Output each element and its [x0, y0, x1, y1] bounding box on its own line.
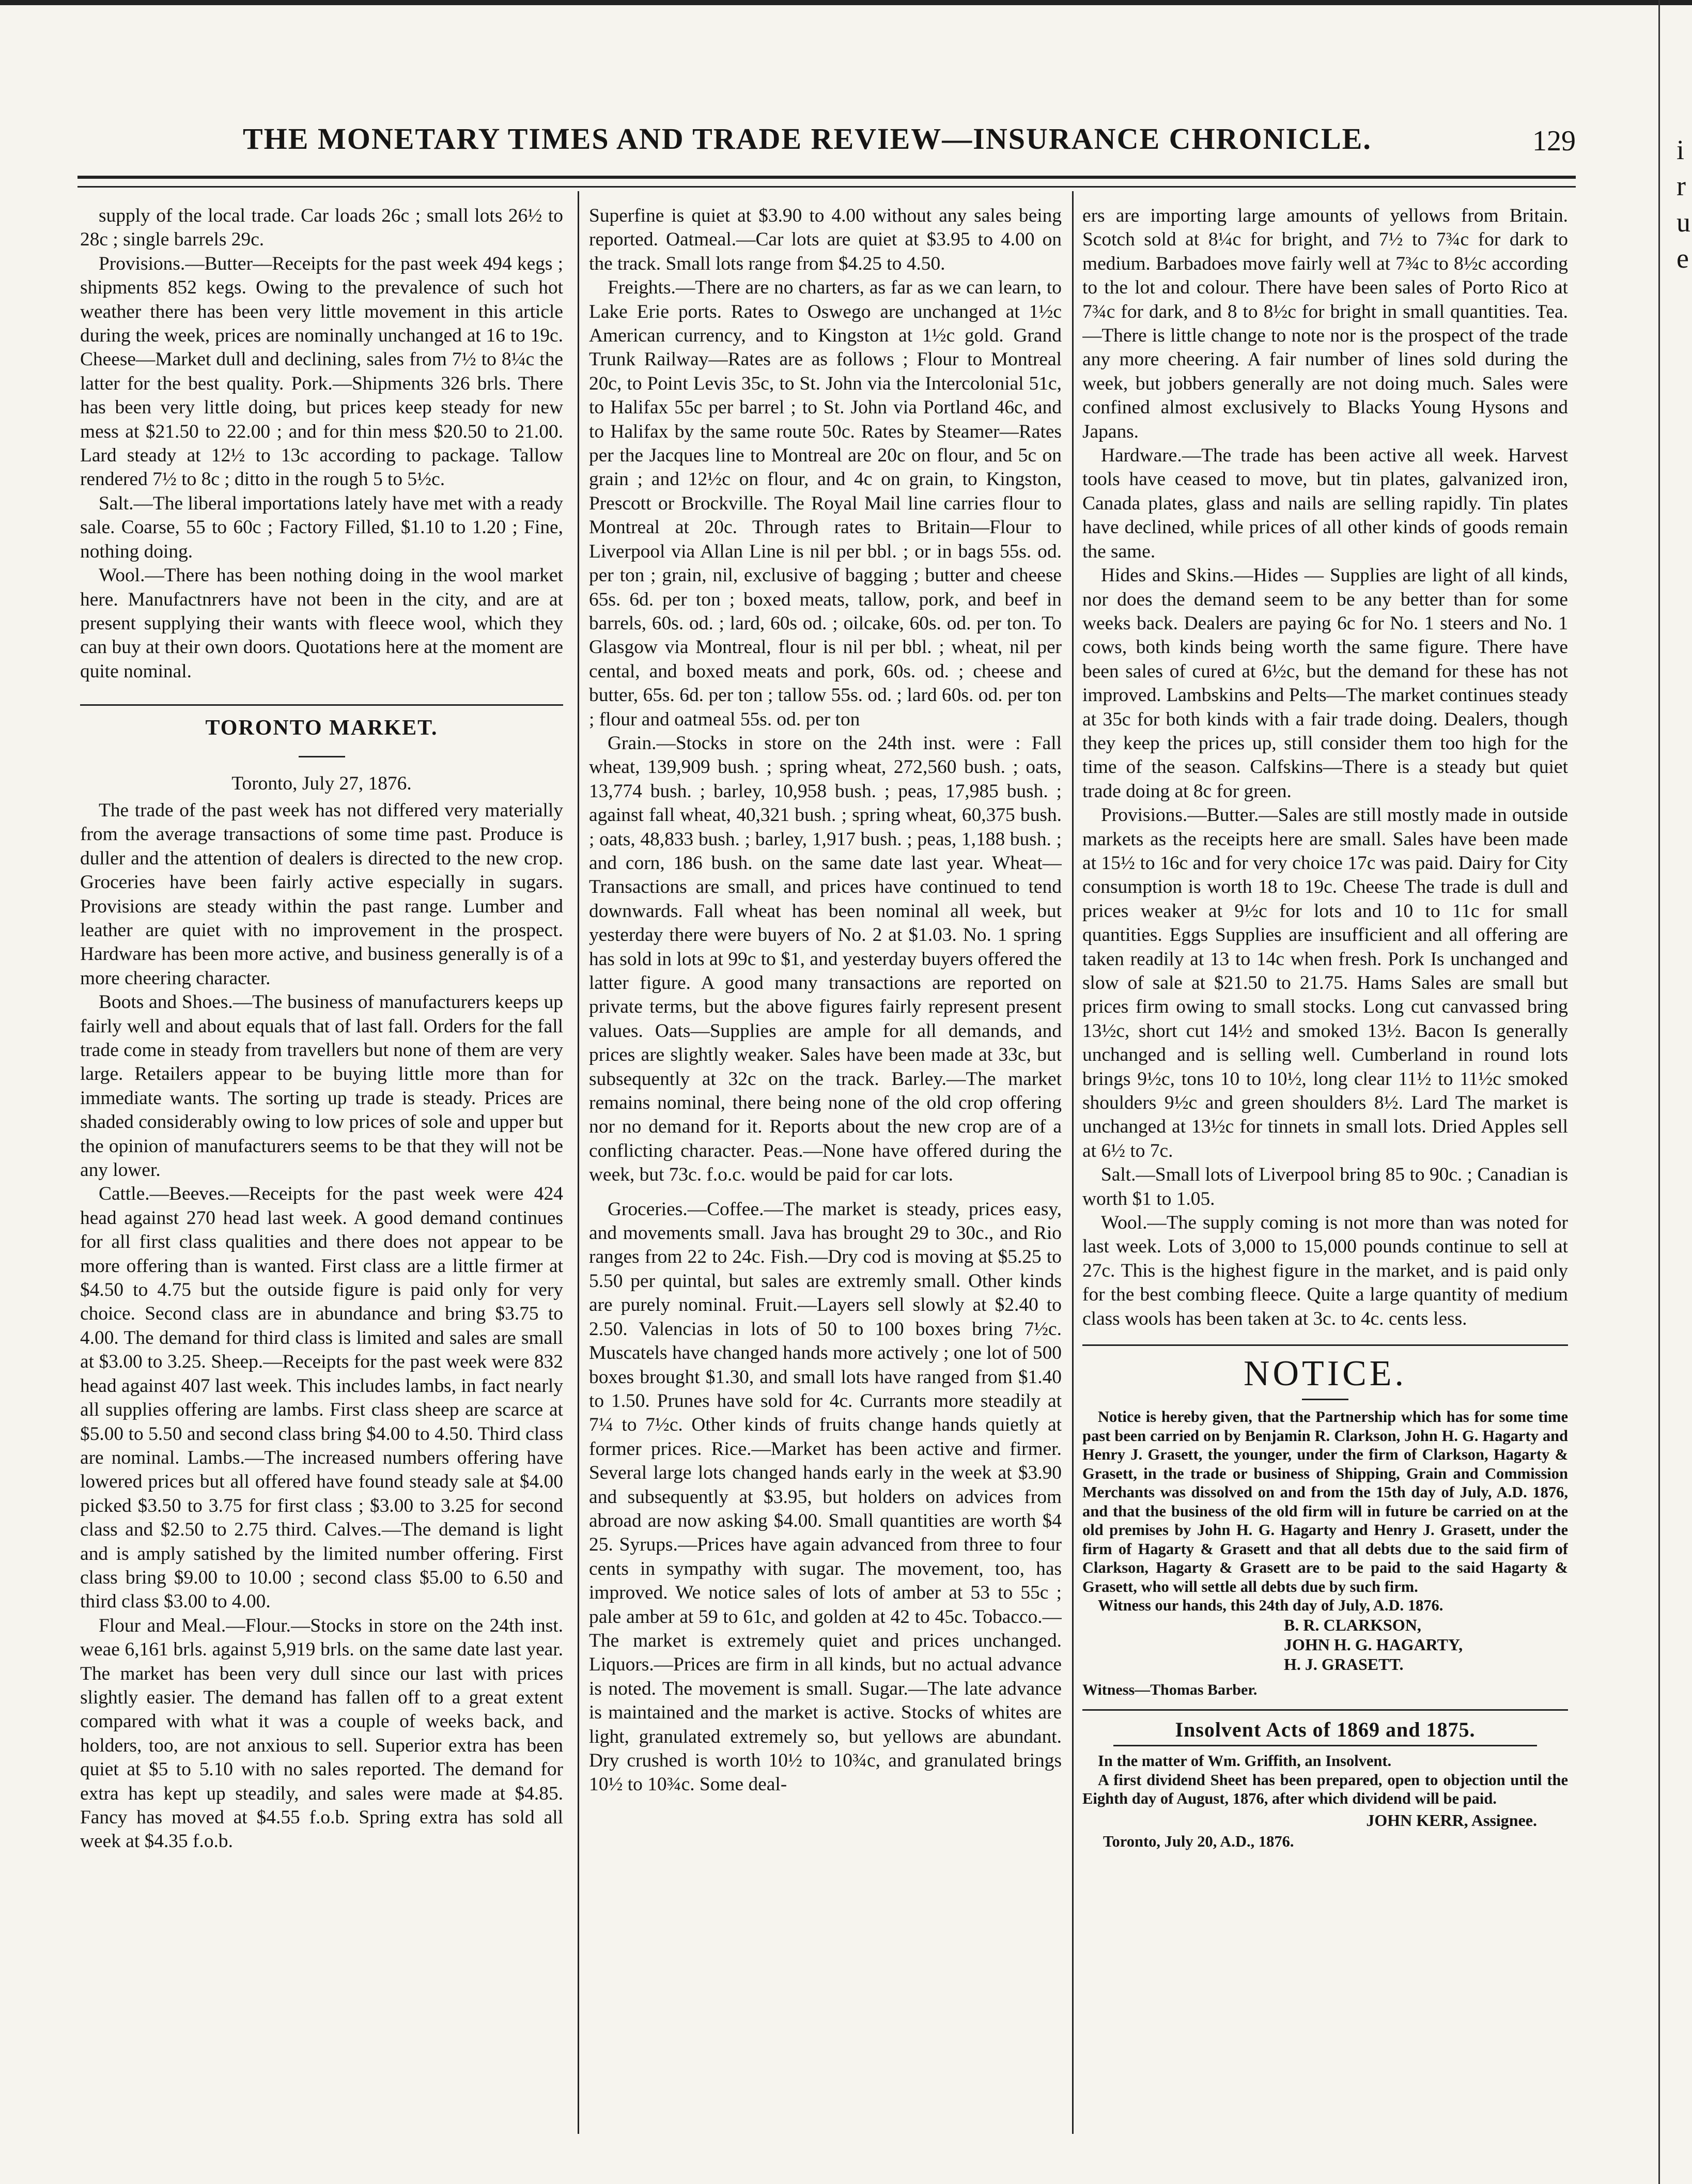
insolvent-rule	[1082, 1709, 1568, 1711]
facing-page-edge	[1658, 0, 1660, 2184]
notice-signers	[1284, 1615, 1568, 1674]
article-paragraph: Hides and Skins.—Hides — Supplies are light of all kinds, nor does the demand seem to be any better than for some weeks back. Dealers are paying 6c for No. 1 steers and No. 1 cows, both kinds being worth the same figure. There have been sales of cured at 6½c, but the demand for these has not improved. Lambskins and Pelts—The market continues steady at 35c for both kinds with a fair trade doing. Dealers, though they keep the prices up, still consider them too high for the time of the season. Calfskins—There is a steady but quiet trade doing at 8c for green.	[1082, 565, 1568, 802]
article-paragraph: Groceries.—Coffee.—The market is steady, prices easy, and movements small. Java has brought 29 to 30c., and Rio ranges from 22 to 24c. Fish.—Dry cod is moving at $5.25 to 5.50 per quintal, but sales are extremly small. Other kinds are purely nominal. Fruit.—Layers sell slowly at $2.40 to 2.50. Valencias in lots of 50 to 100 boxes bring 7½c. Muscatels have changed hands more actively ; one lot of 500 boxes brought $1.30, and small lots have ranged from $1.40 to 1.50. Prunes have sold for 4c. Currants more steadily at 7¼ to 7½c. Other kinds of fruits change hands quietly at former prices. Rice.—Market has been active and firmer. Several large lots changed hands early in the week at $3.90 and subsequently at $3.95, but holders on advices from abroad are now asking $4.00. Small quantities are worth $4 25. Syrups.—Prices have again advanced from three to four cents in sympathy with sugar. The movement, too, has improved. We notice sales of lots of amber at 53 to 55c ; pale amber at 59 to 61c, and golden at 42 to 45c. Tobacco.—The market is extremely quiet and prices unchanged. Liquors.—Prices are firm in all kinds, but no actual advance is noted. The movement is small. Sugar.—The late advance is maintained and the market is active. Stocks of whites are light, granulated extremely so, but yellows are abundant. Dry crushed is worth 10½ to 10¾c, and granulated brings 10½ to 10¾c. Some deal-	[589, 1198, 1062, 1795]
article-paragraph: ers are importing large amounts of yellows from Britain. Scotch sold at 8¼c for bright, and 7½ to 7¾c for dark to medium. Barbadoes move fairly well at 7¾c to 8½c according to the lot and colour. There have been sales of Porto Rico at 7¾c for dark, and 8 to 8½c for bright in small quantities. Tea.—There is little change to note nor is the prospect of the trade any more cheering. A fair number of lines sold during the week, but jobbers generally are not doing much. Sales were confined almost exclusively to Blacks Young Hysons and Japans.	[1082, 205, 1568, 442]
insolvent-body	[1082, 1752, 1568, 1808]
facing-page-fragment: i r u e	[1677, 134, 1690, 274]
header-rule-thin	[77, 186, 1576, 188]
insolvent-title: Insolvent Acts of 1869 and 1875.	[1175, 1718, 1476, 1741]
notice-advertisement	[1082, 1353, 1568, 1702]
article-paragraph: Salt.—The liberal importations lately have met with a ready sale. Coarse, 55 to 60c ; Factory Filled, $1.10 to 1.20 ; Fine, nothing doing.	[80, 492, 563, 562]
short-rule	[299, 756, 345, 757]
article-paragraph: Flour and Meal.—Flour.—Stocks in store on the 24th inst. weae 6,161 brls. against 5,919 brls. on the same date last year. The market has been very dull since our last with prices slightly easier. The demand has fallen off to a great extent compared with what it was a couple of weeks back, and holders, too, are not anxious to sell. Superior extra has been quiet at $5 to 5.10 with no sales reported. The demand for extra has kept up steadily, and sales were made at $4.85. Fancy has moved at $4.55 f.o.b. Spring extra has sold all week at $4.35 f.o.b.	[80, 1615, 563, 1852]
notice-text: Notice is hereby given, that the Partnership which has for some time past been carried on by Benjamin R. Clarkson, John H. G. Hagarty and Henry J. Grasett, the younger, under the firm of Clarkson, Hagarty & Grasett, in the trade or business of Shipping, Grain and Commission Merchants was dissolved on and from the 15th day of July, A.D. 1876, and that the business of the old firm will in future be carried on at the old premises by John H. G. Hagarty and Henry J. Grasett, under the firm of Hagarty & Grasett and that all debts due to the said firm of Clarkson, Hagarty & Grasett are to be paid to the said Hagarty & Grasett, who will settle all debts due by such firm.	[1082, 1408, 1568, 1596]
assignee: JOHN KERR, Assignee.	[1366, 1810, 1537, 1830]
notice-rule	[1082, 1344, 1568, 1346]
signer: H. J. GRASETT.	[1284, 1654, 1404, 1674]
signer: JOHN H. G. HAGARTY,	[1284, 1635, 1463, 1654]
article-paragraph: Salt.—Small lots of Liverpool bring 85 to 90c. ; Canadian is worth $1 to 1.05.	[1082, 1164, 1568, 1210]
notice-body	[1082, 1407, 1568, 1615]
insolvent-line: In the matter of Wm. Griffith, an Insolvent.	[1098, 1752, 1392, 1770]
column-3	[1082, 204, 1568, 2136]
page-header	[77, 121, 1576, 163]
notice-witness-line: Witness our hands, this 24th day of July, A.D. 1876.	[1098, 1597, 1443, 1615]
article-paragraph: The trade of the past week has not differed very materially from the average transactions of some time past. Produce is duller and the attention of dealers is directed to the new crop. Groceries have been fairly active especially in sugars. Provisions are steady within the past range. Lumber and leather are quiet with no improvement in the prospect. Hardware has been more active, and business generally is of a more cheering character.	[80, 799, 563, 989]
column-1	[80, 204, 563, 2129]
insolvent-line: A first dividend Sheet has been prepared, open to objection until the Eighth day of August, 1876, after which dividend will be paid.	[1082, 1771, 1568, 1808]
page-number: 129	[1532, 125, 1576, 157]
article-paragraph: Wool.—The supply coming is not more than was noted for last week. Lots of 3,000 to 15,000 pounds continue to sell at 27c. This is the highest figure in the market, and is paid only for the best combing fleece. Quite a large quantity of medium class wools has been taken at 3c. to 4c. cents less.	[1082, 1212, 1568, 1329]
column-divider	[578, 191, 579, 2134]
article-paragraph: Boots and Shoes.—The business of manufacturers keeps up fairly well and about equals that of last fall. Orders for the fall trade come in steady from travellers but none of them are very large. Retailers appear to be buying little more than for immediate wants. The sorting up trade is steady. Prices are shaded considerably owing to low prices of sole and upper but the opinion of manufacturers seems to be that they will not be any lower.	[80, 992, 563, 1181]
column-divider	[1072, 191, 1074, 2134]
article-paragraph: Superfine is quiet at $3.90 to 4.00 without any sales being reported. Oatmeal.—Car lots are quiet at $3.95 to 4.00 on the track. Small lots range from $4.25 to 4.50.	[589, 205, 1062, 274]
top-edge-rule	[0, 0, 1692, 5]
header-rule-thick	[77, 176, 1576, 179]
article-paragraph: Cattle.—Beeves.—Receipts for the past week were 424 head against 270 head last week. A good demand continues for all first class qualities and there does not appear to be more offering than is wanted. First class are a little firmer at $4.50 to 4.75 but the outside figure is paid only for very choice. Second class are in abundance and bring $3.75 to 4.00. The demand for third class is limited and sales are small at $3.00 to 3.25. Sheep.—Receipts for the past week were 832 head against 407 last week. This includes lambs, in fact nearly all supplies offering are lambs. First class sheep are scarce at $5.00 to 5.50 and second class bring $4.00 to 4.50. Third class are nominal. Lambs.—The increased numbers offering have lowered prices but all offered have found steady sale at $4.00 picked $3.50 to 3.75 for first class ; $3.00 to 3.25 for second class and $2.50 to 2.75 third. Calves.—The demand is light and is amply satished by the limited number offering. First class bring $9.00 to 10.00 ; second class $5.00 to 6.50 and third class $3.00 to 4.00.	[80, 1183, 563, 1613]
article-paragraph: Hardware.—The trade has been active all week. Harvest tools have ceased to move, but tin plates, galvanized iron, Canada plates, glass and nails are selling rapidly. Tin plates have declined, while prices of all other kinds of goods remain the same.	[1082, 445, 1568, 562]
article-paragraph: Provisions.—Butter.—Sales are still mostly made in outside markets as the receipts here are small. Sales have been made at 15½ to 16c and for very choice 17c was paid. Dairy for City consumption is worth 18 to 19c. Cheese The trade is dull and prices weaker at 9½c for lots and 10 to 11c for small quantities. Eggs Supplies are insufficient and all offering are taken readily at 13 to 14c when fresh. Pork Is unchanged and slow of sale at $21.50 to 21.75. Hams Sales are small but prices firm owing to small stocks. Long cut canvassed bring 13½c, short cut 14½ and smoked 13½. Bacon Is generally unchanged and is selling well. Cumberland in round lots brings 9½c, tons 10 to 10½, long clear 11½ to 11½c smoked shoulders 9½c and green shoulders 8½. Lard The market is unchanged at 13½c for tinnets in small lots. Dried Apples sell at 6½ to 7c.	[1082, 804, 1568, 1161]
insolvent-title-rule	[1113, 1745, 1537, 1746]
article-paragraph: Grain.—Stocks in store on the 24th inst. were : Fall wheat, 139,909 bush. ; spring wheat, 272,560 bush. ; oats, 13,774 bush. ; barley, 10,958 bush. ; peas, 17,985 bush. ; against fall wheat, 40,321 bush. ; spring wheat, 60,375 bush. ; oats, 48,833 bush. ; barley, 1,917 bush. ; peas, 1,188 bush. ; and corn, 186 bush. on the same date last year. Wheat—Transactions are small, and prices have continued to tend downwards. Fall wheat has been nominal all week, but yesterday there were buyers of No. 2 at $1.03. No. 1 spring has sold in lots at 99c to $1, and yesterday buyers offered the latter figure. A good many transactions are reported on private terms, but the above figures fairly represent present values. Oats—Supplies are ample for all demands, and prices are slightly weaker. Sales have been made at 33c, but subsequently at 32c on the track. Barley.—The market remains nominal, there being none of the old crop offering nor no demand for it. Reports about the new crop are of a conflicting character. Peas.—None have offered during the week, but 73c. f.o.c. would be paid for car lots.	[589, 732, 1062, 1186]
section-heading: TORONTO MARKET.	[205, 716, 438, 740]
section-rule	[80, 704, 563, 706]
dateline: Toronto, July 27, 1876.	[231, 772, 412, 794]
insolvent-dateline: Toronto, July 20, A.D., 1876.	[1103, 1833, 1294, 1851]
article-paragraph: Freights.—There are no charters, as far as we can learn, to Lake Erie ports. Rates to Oswego are unchanged at 1½c American currency, and to Kingston at 1½c gold. Grand Trunk Railway—Rates are as follows ; Flour to Montreal 20c, to Point Levis 35c, to St. John via the Intercolonial 51c, to Halifax 55c per barrel ; to St. John via Portland 46c, and to Halifax by the same route 50c. Rates by Steamer—Rates per the Jacques line to Montreal are 20c on flour, and 5c on grain ; and 12½c on flour, and 4c on grain, to Kingston, Prescott or Brockville. The Royal Mail line carries flour to Montreal at 20c. Through rates to Britain—Flour to Liverpool via Allan Line is nil per bbl. ; or in bags 55s. od. per ton ; grain, nil, exclusive of bagging ; butter and cheese 65s. 6d. per ton ; boxed meats, tallow, pork, and beef in barrels, 60s. od. ; lard, 60s od. ; oilcake, 60s. od. per ton. To Glasgow via Montreal, flour is nil per bbl. ; wheat, nil per cental, and boxed meats and pork, 60s. od. ; cheese and butter, 65s. 6d. per ton ; tallow 55s. od. ; lard 60s. od. per ton ; flour and oatmeal 55s. od. per ton	[589, 277, 1062, 730]
notice-title: NOTICE.	[1243, 1354, 1407, 1394]
column-2	[589, 204, 1062, 2136]
insolvent-advertisement	[1082, 1718, 1568, 1851]
article-paragraph: supply of the local trade. Car loads 26c ; small lots 26½ to 28c ; single barrels 29c.	[80, 205, 563, 251]
article-paragraph: Provisions.—Butter—Receipts for the past week 494 kegs ; shipments 852 kegs. Owing to the prevalence of such hot weather there has been very little movement in this article during the week, prices are nominally unchanged at 16 to 19c. Cheese—Market dull and declining, sales from 7½ to 8¼c the latter for the best quality. Pork.—Shipments 326 brls. There has been very little doing, but prices keep steady for new mess at $21.50 to 22.00 ; and for thin mess $20.50 to 21.00. Lard steady at 12½ to 13c according to package. Tallow rendered 7½ to 8c ; ditto in the rough 5 to 5½c.	[80, 253, 563, 490]
short-rule	[1302, 1399, 1348, 1400]
page-title: THE MONETARY TIMES AND TRADE REVIEW—INSURANCE CHRONICLE.	[243, 122, 1372, 156]
signer: B. R. CLARKSON,	[1284, 1615, 1421, 1634]
notice-witness: Witness—Thomas Barber.	[1082, 1681, 1258, 1698]
article-paragraph: Wool.—There has been nothing doing in the wool market here. Manufactnrers have not been in the city, and are at present supplying their wants with fleece wool, which they can buy at their own doors. Quotations here at the moment are quite nominal.	[80, 565, 563, 682]
